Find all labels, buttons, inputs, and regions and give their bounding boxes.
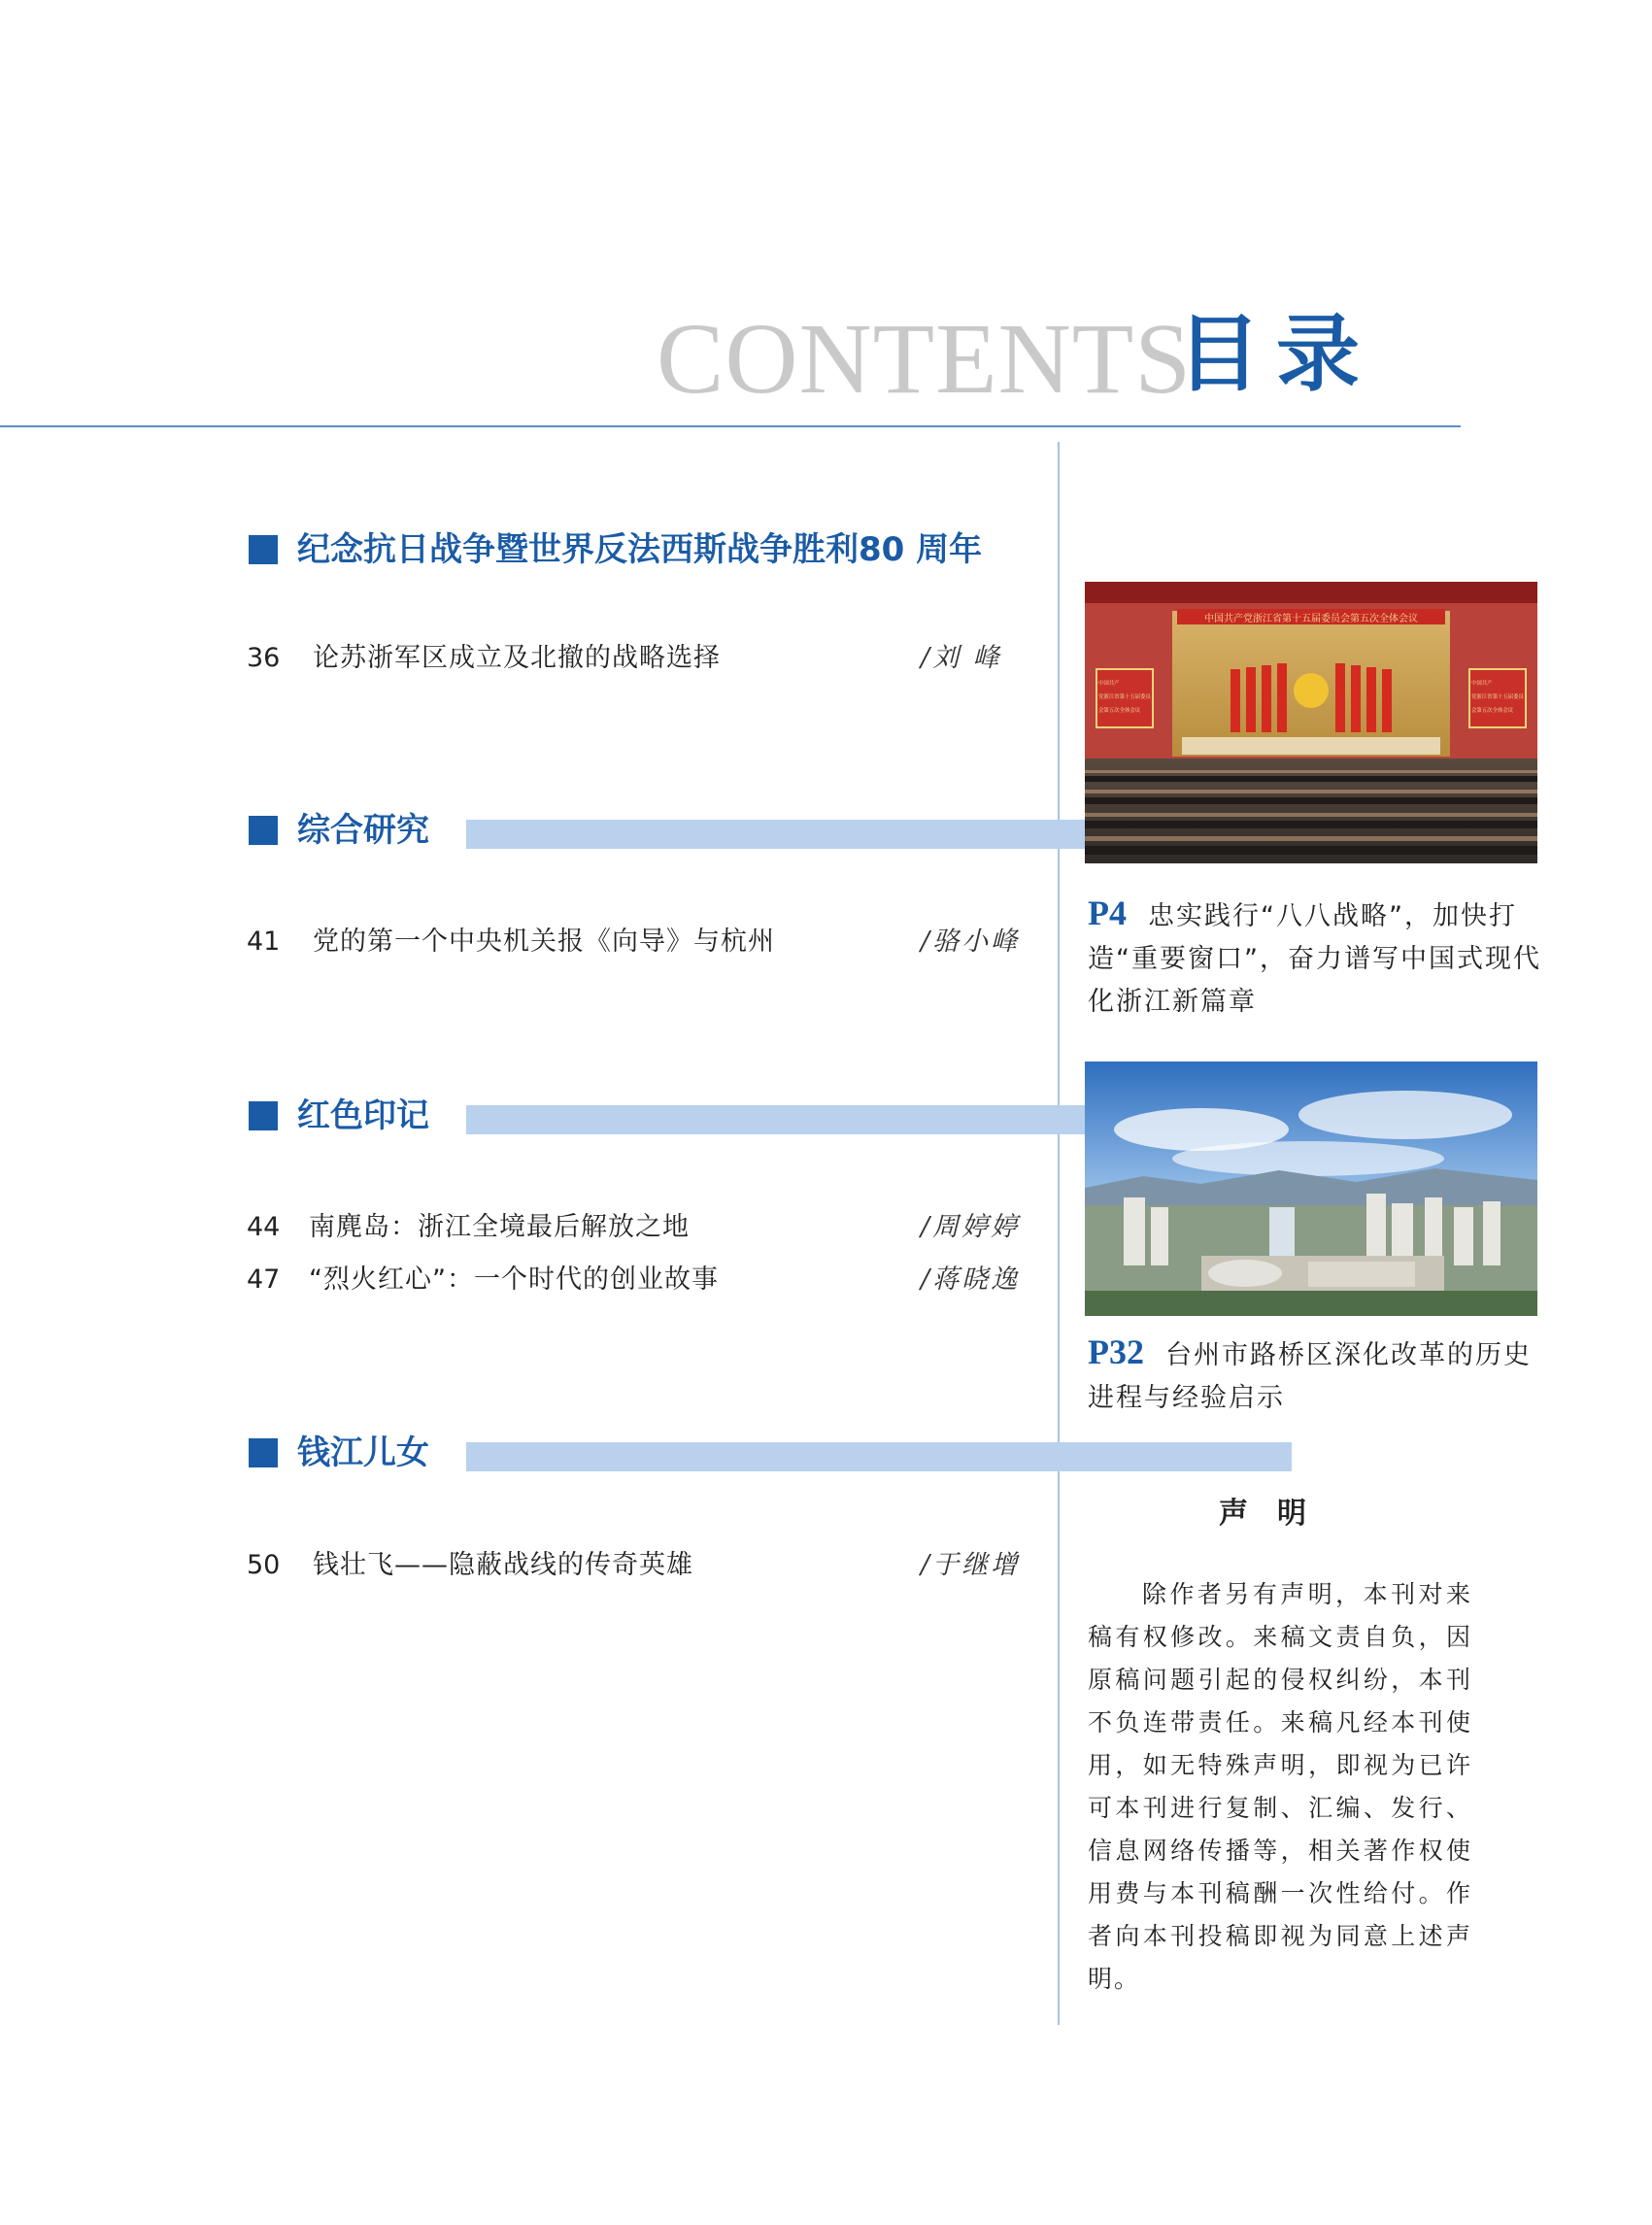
section-title: 红色印记 [297, 1096, 429, 1135]
feature-caption-p4[interactable] [1088, 892, 1544, 1024]
photo-side-sign-left: 中国共产党浙江省第十五届委员会第五次全体会议 [1098, 681, 1151, 714]
feature-page: P32 [1088, 1332, 1144, 1371]
contents-heading-cn: 目录 [1177, 306, 1375, 403]
entry-title: “烈火红心”：一个时代的创业故事 [309, 1264, 719, 1295]
entry-page: 50 [247, 1550, 281, 1580]
entry-page: 36 [247, 643, 281, 673]
feature-photo-plenary[interactable] [1085, 582, 1537, 863]
feature-caption-p32[interactable] [1088, 1331, 1544, 1420]
entry-author: /骆小峰 [921, 927, 1021, 957]
header-rule [0, 425, 1461, 427]
entry-title: 党的第一个中央机关报《向导》与杭州 [313, 927, 775, 957]
entry-author: /周婷婷 [921, 1212, 1021, 1242]
entry-title: 钱壮飞——隐蔽战线的传奇英雄 [313, 1550, 693, 1580]
photo-banner-text: 中国共产党浙江省第十五届委员会第五次全体会议 [1204, 614, 1418, 624]
entry-page: 44 [247, 1212, 281, 1242]
entry-page: 41 [247, 927, 281, 957]
city-aerial-illustration [1085, 1062, 1537, 1316]
toc-entry[interactable] [247, 1261, 1024, 1299]
section-bar [466, 1442, 1292, 1471]
entry-title: 论苏浙军区成立及北撤的战略选择 [313, 643, 721, 673]
feature-text: 忠实践行“八八战略”，加快打造“重要窗口”，奋力谱写中国式现代化浙江新篇章 [1088, 901, 1541, 1017]
section-title: 纪念抗日战争暨世界反法西斯战争胜利80 周年 [297, 530, 983, 569]
toc-entry[interactable] [247, 1208, 1024, 1247]
entry-title: 南麂岛：浙江全境最后解放之地 [309, 1212, 690, 1242]
notice-title: 声明 [1219, 1497, 1335, 1531]
contents-heading-en: CONTENTS [657, 303, 1193, 415]
notice-body: 除作者另有声明，本刊对来稿有权修改。来稿文责自负，因原稿问题引起的侵权纠纷，本刊不负连带责任。来稿凡经本刊使用，如无特殊声明，即视为已许可本刊进行复制、汇编、发行、信息网络传播等，相关著作权使用费与本刊稿酬一次性给付。作者向本刊投稿即视为同意上述声明。 [1088, 1580, 1472, 1993]
feature-page: P4 [1088, 893, 1127, 932]
section-marker [249, 535, 278, 564]
toc-entry[interactable] [247, 923, 1024, 961]
section-title: 钱江儿女 [297, 1433, 429, 1472]
section-marker [249, 1438, 278, 1467]
feature-photo-city[interactable] [1085, 1062, 1537, 1316]
column-divider [1058, 442, 1060, 2025]
section-title: 综合研究 [297, 811, 429, 850]
entry-author: /蒋晓逸 [921, 1264, 1021, 1295]
toc-entry[interactable] [247, 1546, 1024, 1585]
section-marker [249, 1101, 278, 1130]
feature-text: 台州市路桥区深化改革的历史进程与经验启示 [1088, 1340, 1532, 1413]
entry-author: /于继增 [921, 1550, 1021, 1580]
entry-page: 47 [247, 1264, 281, 1295]
plenary-hall-illustration [1085, 582, 1537, 863]
toc-entry[interactable] [247, 639, 1024, 678]
section-marker [249, 816, 278, 845]
entry-author: /刘 峰 [921, 643, 1002, 673]
photo-side-sign-right: 中国共产党浙江省第十五届委员会第五次全体会议 [1471, 681, 1524, 714]
